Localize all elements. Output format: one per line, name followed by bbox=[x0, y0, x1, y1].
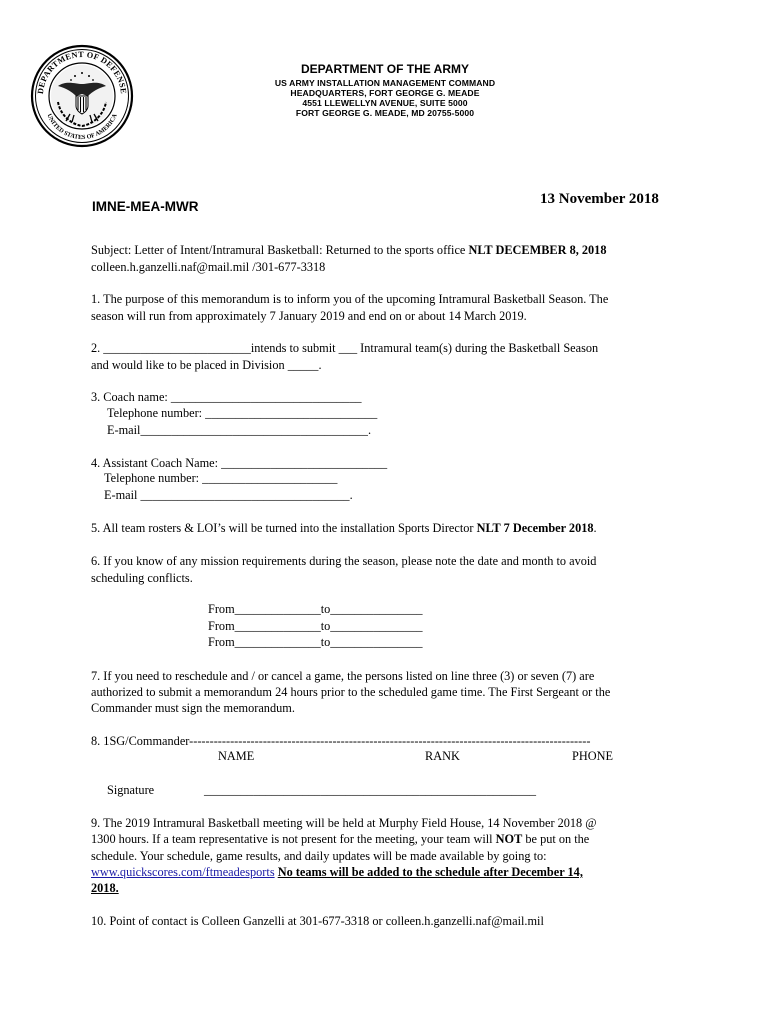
coach-phone-field[interactable]: Telephone number: ____________________________ bbox=[107, 406, 378, 420]
para2-text: intends to submit ___ Intramural team(s) during the Basketball Season bbox=[250, 341, 599, 355]
svg-text:DEPARTMENT OF DEFENSE: DEPARTMENT OF DEFENSE bbox=[35, 49, 129, 95]
assistant-coach-name-field[interactable]: 4. Assistant Coach Name: ___________________________ bbox=[91, 456, 388, 470]
signature-field[interactable]: ______________________________________________________ bbox=[204, 783, 537, 797]
no-teams-warning: No teams will be added to the schedule after December 14, bbox=[277, 865, 583, 879]
para7-line2: authorized to submit a memorandum 24 hours prior to the scheduled game time. The First Sergeant or the bbox=[91, 685, 611, 699]
no-teams-warning-date: 2018. bbox=[91, 881, 119, 895]
subject-deadline: NLT DECEMBER 8, 2018 bbox=[468, 243, 607, 257]
para5-period: . bbox=[593, 521, 597, 535]
para9-line4 bbox=[91, 864, 583, 881]
para7-line1: 7. If you need to reschedule and / or cancel a game, the persons listed on line three (3) or seven (7) are bbox=[91, 669, 595, 683]
svg-text:UNITED STATES OF AMERICA: UNITED STATES OF AMERICA bbox=[45, 112, 119, 142]
assistant-coach-email-field[interactable]: E-mail __________________________________. bbox=[104, 488, 353, 502]
street-address: 4551 LLEWELLYN AVENUE, SUITE 5000 bbox=[302, 98, 468, 108]
headquarters-line: HEADQUARTERS, FORT GEORGE G. MEADE bbox=[290, 88, 480, 98]
city-state-zip: FORT GEORGE G. MEADE, MD 20755-5000 bbox=[295, 108, 475, 118]
subject-text: Subject: Letter of Intent/Intramural Basketball: Returned to the sports office bbox=[91, 243, 469, 257]
para6-line2: scheduling conflicts. bbox=[91, 571, 193, 585]
command-name: US ARMY INSTALLATION MANAGEMENT COMMAND bbox=[274, 78, 496, 88]
name-column-label: NAME bbox=[218, 749, 255, 763]
para5-deadline: NLT 7 December 2018 bbox=[476, 521, 594, 535]
command-address-block bbox=[200, 78, 570, 118]
signature-label: Signature bbox=[107, 783, 155, 797]
department-of-defense-seal bbox=[30, 44, 134, 148]
rank-column-label: RANK bbox=[425, 749, 460, 763]
para9-line2 bbox=[91, 831, 589, 848]
subject-contact: colleen.h.ganzelli.naf@mail.mil /301-677-3318 bbox=[91, 260, 326, 274]
para2-line1 bbox=[91, 340, 598, 357]
department-heading: DEPARTMENT OF THE ARMY bbox=[301, 62, 469, 76]
para6-line1: 6. If you know of any mission requirements during the season, please note the date and month to avoid bbox=[91, 554, 597, 568]
subject-line bbox=[91, 242, 606, 259]
commander-line: 8. 1SG/Commander-------------------------------------------------------------------------------------------------- bbox=[91, 734, 591, 748]
phone-column-label: PHONE bbox=[572, 749, 613, 763]
office-symbol: IMNE-MEA-MWR bbox=[92, 199, 199, 214]
memo-date: 13 November 2018 bbox=[540, 191, 659, 207]
para7-line3: Commander must sign the memorandum. bbox=[91, 701, 295, 715]
para5-text: 5. All team rosters & LOI’s will be turned into the installation Sports Director bbox=[91, 521, 477, 535]
quickscores-link[interactable]: www.quickscores.com/ftmeadesports bbox=[91, 865, 275, 879]
para2-number: 2. bbox=[91, 341, 104, 355]
conflict-date-row[interactable]: From______________to_______________ bbox=[208, 602, 423, 616]
para9-line2-text: 1300 hours. If a team representative is not present for the meeting, your team will bbox=[91, 832, 496, 846]
para1-line2: season will run from approximately 7 January 2019 and end on or about 14 March 2019. bbox=[91, 309, 527, 323]
para9-line2-end: be put on the bbox=[522, 832, 590, 846]
para9-line3: schedule. Your schedule, game results, and daily updates will be made available by going to: bbox=[91, 849, 547, 863]
para1-line1: 1. The purpose of this memorandum is to inform you of the upcoming Intramural Basketball Season. The bbox=[91, 292, 609, 306]
conflict-date-row[interactable]: From______________to_______________ bbox=[208, 635, 423, 649]
para9-not-emphasis: NOT bbox=[495, 832, 523, 846]
coach-name-field[interactable]: 3. Coach name: _______________________________ bbox=[91, 390, 362, 404]
conflict-date-row[interactable]: From______________to_______________ bbox=[208, 619, 423, 633]
para2-line2: and would like to be placed in Division _____. bbox=[91, 358, 322, 372]
point-of-contact: 10. Point of contact is Colleen Ganzelli at 301-677-3318 or colleen.h.ganzelli.naf@mail.mil bbox=[91, 914, 544, 928]
unit-name-blank[interactable]: ________________________ bbox=[103, 341, 251, 355]
para9-line1: 9. The 2019 Intramural Basketball meeting will be held at Murphy Field House, 14 November 2018 @ bbox=[91, 816, 597, 830]
assistant-coach-phone-field[interactable]: Telephone number: ______________________ bbox=[104, 471, 338, 485]
para5 bbox=[91, 520, 597, 537]
coach-email-field[interactable]: E-mail_____________________________________. bbox=[107, 423, 372, 437]
